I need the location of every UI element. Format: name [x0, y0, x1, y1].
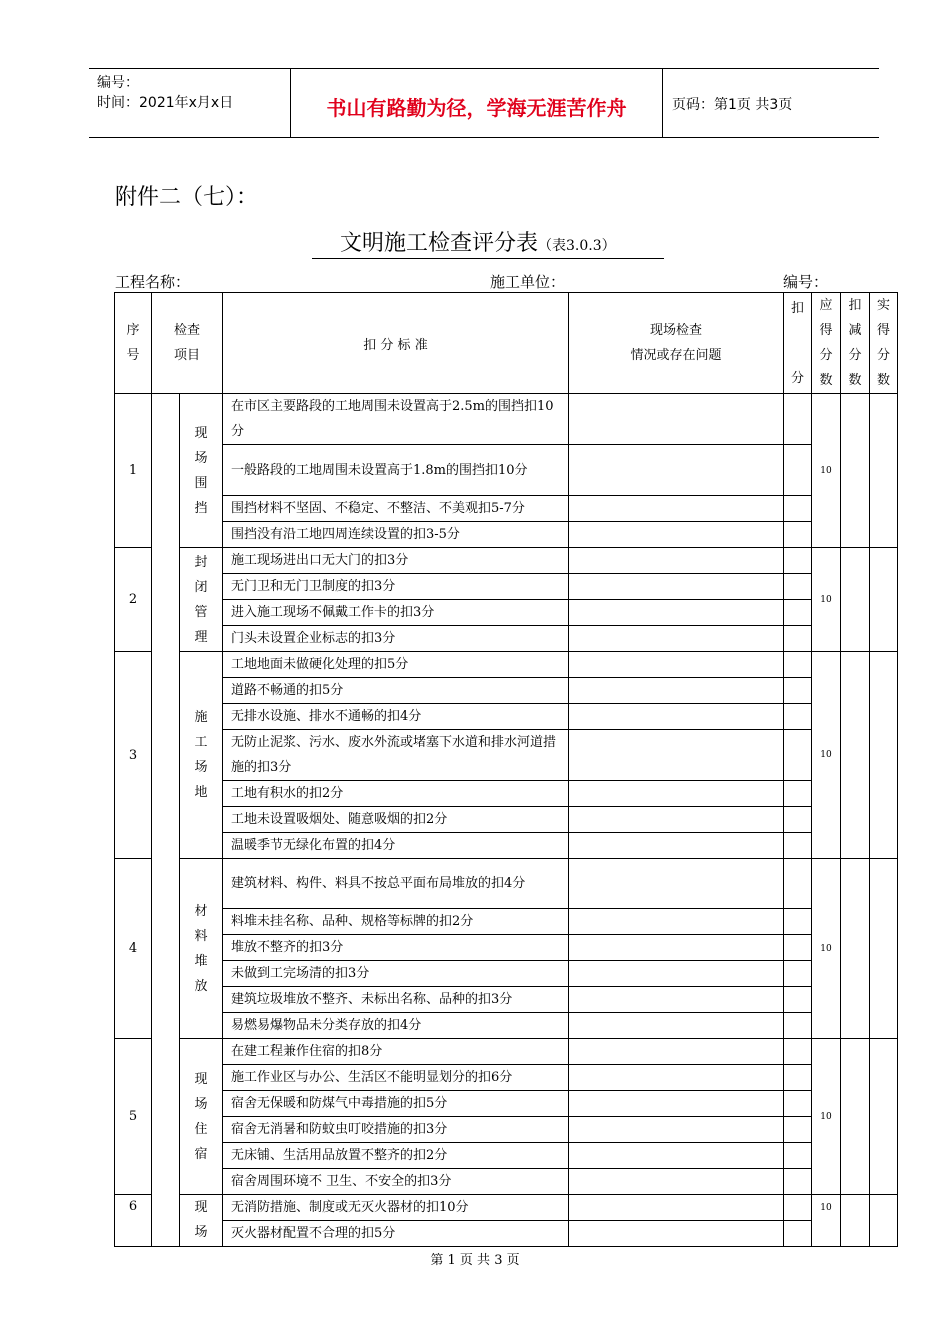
- deduction-criterion: 宿舍无保暖和防煤气中毒措施的扣5分: [223, 1091, 569, 1117]
- deduction-criterion: 灭火器材配置不合理的扣5分: [223, 1221, 569, 1247]
- deduct-cell[interactable]: [784, 781, 812, 807]
- deduction-criterion: 进入施工现场不佩戴工作卡的扣3分: [223, 600, 569, 626]
- col-deduct-header: [784, 293, 812, 394]
- deduct-cell[interactable]: [784, 678, 812, 704]
- criterion-row: [115, 781, 898, 807]
- page-footer: 第 1 页 共 3 页: [430, 1253, 520, 1268]
- inspection-cell[interactable]: [569, 652, 784, 678]
- deduction-criterion: 在市区主要路段的工地周围未设置高于2.5m的围挡扣10分: [223, 394, 569, 445]
- deducted-score-cell[interactable]: [841, 1195, 870, 1247]
- inspection-cell[interactable]: [569, 1117, 784, 1143]
- inspection-cell[interactable]: [569, 1195, 784, 1221]
- category-column: [152, 394, 180, 1247]
- col-seq-header: [115, 293, 152, 394]
- deduct-cell[interactable]: [784, 1117, 812, 1143]
- criterion-row: [115, 652, 898, 678]
- header-time: 时间：2021年x月x日: [97, 95, 234, 111]
- deduct-cell[interactable]: [784, 1195, 812, 1221]
- deduct-cell[interactable]: [784, 445, 812, 496]
- deduction-criterion: 施工作业区与办公、生活区不能明显划分的扣6分: [223, 1065, 569, 1091]
- deduct-cell[interactable]: [784, 626, 812, 652]
- deduct-cell[interactable]: [784, 522, 812, 548]
- deducted-score-cell[interactable]: [841, 548, 870, 652]
- inspection-cell[interactable]: [569, 1143, 784, 1169]
- inspection-cell[interactable]: [569, 859, 784, 909]
- deducted-score-cell[interactable]: [841, 394, 870, 548]
- section-item: 施 工 场 地: [180, 652, 223, 859]
- deduct-cell[interactable]: [784, 1039, 812, 1065]
- deduct-cell[interactable]: [784, 1169, 812, 1195]
- col-seq-label: 序 号: [126, 323, 140, 363]
- deduction-criterion: 无床铺、生活用品放置不整齐的扣2分: [223, 1143, 569, 1169]
- due-score: 10: [812, 652, 841, 859]
- deduct-cell[interactable]: [784, 1013, 812, 1039]
- criterion-row: [115, 1117, 898, 1143]
- deduct-cell[interactable]: [784, 1065, 812, 1091]
- form-number-label: 编号：: [783, 273, 829, 291]
- deduct-cell[interactable]: [784, 987, 812, 1013]
- header-meta: [97, 73, 233, 113]
- header-divider: [662, 69, 663, 137]
- deduct-cell[interactable]: [784, 704, 812, 730]
- section-item: 材 料 堆 放: [180, 859, 223, 1039]
- criterion-row: [115, 909, 898, 935]
- deduction-criterion: 温暖季节无绿化布置的扣4分: [223, 833, 569, 859]
- criterion-row: [115, 1039, 898, 1065]
- deduct-cell[interactable]: [784, 574, 812, 600]
- section-item: 封 闭 管 理: [180, 548, 223, 652]
- header-number: 编号：: [97, 75, 139, 91]
- actual-score-cell[interactable]: [870, 1039, 898, 1195]
- deduct-cell[interactable]: [784, 807, 812, 833]
- actual-score-cell[interactable]: [870, 652, 898, 859]
- inspection-cell[interactable]: [569, 574, 784, 600]
- deduct-cell[interactable]: [784, 1221, 812, 1247]
- col-actual-label: 实 得 分 数: [876, 298, 890, 388]
- deducted-score-cell[interactable]: [841, 652, 870, 859]
- deduct-cell[interactable]: [784, 548, 812, 574]
- section-seq: 1: [115, 394, 152, 548]
- due-score: 10: [812, 394, 841, 548]
- inspection-cell[interactable]: [569, 522, 784, 548]
- deduction-criterion: 宿舍无消暑和防蚊虫叮咬措施的扣3分: [223, 1117, 569, 1143]
- due-score: 10: [812, 548, 841, 652]
- deduction-criterion: 未做到工完场清的扣3分: [223, 961, 569, 987]
- deduction-criterion: 围挡没有沿工地四周连续设置的扣3-5分: [223, 522, 569, 548]
- section-seq: 4: [115, 859, 152, 1039]
- section-seq: 6: [115, 1195, 152, 1247]
- criterion-row: [115, 496, 898, 522]
- header-motto: 书山有路勤为径，学海无涯苦作舟: [326, 96, 627, 120]
- criterion-row: [115, 961, 898, 987]
- deduct-cell[interactable]: [784, 935, 812, 961]
- table-header-row: [115, 293, 898, 394]
- col-inspection-header: [569, 293, 784, 394]
- deduction-criterion: 在建工程兼作住宿的扣8分: [223, 1039, 569, 1065]
- inspection-cell[interactable]: [569, 600, 784, 626]
- criterion-row: [115, 1065, 898, 1091]
- deduction-criterion: 门头未设置企业标志的扣3分: [223, 626, 569, 652]
- construction-unit-label: 施工单位：: [490, 273, 566, 291]
- col-due-label: 应 得 分 数: [819, 298, 833, 388]
- inspection-cell[interactable]: [569, 1221, 784, 1247]
- inspection-cell[interactable]: [569, 548, 784, 574]
- deduction-criterion: 建筑材料、构件、料具不按总平面布局堆放的扣4分: [223, 859, 569, 909]
- score-table: [114, 292, 898, 1247]
- col-due-header: [812, 293, 841, 394]
- form-title-sub: （表3.0.3）: [538, 238, 616, 254]
- criterion-row: [115, 1143, 898, 1169]
- deduct-cell[interactable]: [784, 652, 812, 678]
- header-page-number: 页码：第1页 共3页: [672, 97, 793, 113]
- criterion-row: [115, 522, 898, 548]
- inspection-cell[interactable]: [569, 987, 784, 1013]
- criterion-row: [115, 704, 898, 730]
- inspection-cell[interactable]: [569, 445, 784, 496]
- actual-score-cell[interactable]: [870, 1195, 898, 1247]
- inspection-cell[interactable]: [569, 1013, 784, 1039]
- deduction-criterion: 料堆未挂名称、品种、规格等标牌的扣2分: [223, 909, 569, 935]
- actual-score-cell[interactable]: [870, 394, 898, 548]
- criterion-row: [115, 859, 898, 909]
- deduct-cell[interactable]: [784, 730, 812, 781]
- section-seq: 2: [115, 548, 152, 652]
- inspection-cell[interactable]: [569, 1169, 784, 1195]
- criterion-row: [115, 574, 898, 600]
- col-criteria-header: 扣 分 标 准: [223, 293, 569, 394]
- deduct-cell[interactable]: [784, 961, 812, 987]
- criterion-row: [115, 987, 898, 1013]
- criterion-row: [115, 807, 898, 833]
- section-item: 现 场 围 挡: [180, 394, 223, 548]
- form-title-main: 文明施工检查评分表: [340, 231, 539, 256]
- deduction-criterion: 工地地面未做硬化处理的扣5分: [223, 652, 569, 678]
- section-seq: 3: [115, 652, 152, 859]
- actual-score-cell[interactable]: [870, 859, 898, 1039]
- deduction-criterion: 宿舍周围环境不 卫生、不安全的扣3分: [223, 1169, 569, 1195]
- criterion-row: [115, 935, 898, 961]
- deduct-cell[interactable]: [784, 600, 812, 626]
- deduction-criterion: 无防止泥浆、污水、废水外流或堵塞下水道和排水河道措施的扣3分: [223, 730, 569, 781]
- deducted-score-cell[interactable]: [841, 1039, 870, 1195]
- inspection-cell[interactable]: [569, 961, 784, 987]
- actual-score-cell[interactable]: [870, 548, 898, 652]
- form-title: [312, 232, 664, 259]
- attachment-label: 附件二（七）：: [115, 185, 259, 210]
- deduction-criterion: 施工现场进出口无大门的扣3分: [223, 548, 569, 574]
- criterion-row: [115, 833, 898, 859]
- due-score: 10: [812, 1039, 841, 1195]
- page-header: [89, 68, 879, 138]
- deduction-criterion: 一般路段的工地周围未设置高于1.8m的围挡扣10分: [223, 445, 569, 496]
- inspection-cell[interactable]: [569, 1091, 784, 1117]
- project-name-label: 工程名称：: [115, 273, 191, 291]
- deduct-cell[interactable]: [784, 859, 812, 909]
- due-score: 10: [812, 1195, 841, 1247]
- deduction-criterion: 围挡材料不坚固、不稳定、不整洁、不美观扣5-7分: [223, 496, 569, 522]
- deducted-score-cell[interactable]: [841, 859, 870, 1039]
- col-deducted-header: [841, 293, 870, 394]
- deduction-criterion: 工地未设置吸烟处、随意吸烟的扣2分: [223, 807, 569, 833]
- deduction-criterion: 堆放不整齐的扣3分: [223, 935, 569, 961]
- col-deduct-label: 扣 分: [790, 300, 804, 386]
- col-deducted-label: 扣 减 分 数: [848, 298, 862, 388]
- col-inspection-line1: 现场检查: [649, 323, 702, 338]
- criterion-row: [115, 548, 898, 574]
- criterion-row: [115, 626, 898, 652]
- criterion-row: [115, 678, 898, 704]
- deduction-criterion: 无门卫和无门卫制度的扣3分: [223, 574, 569, 600]
- deduction-criterion: 无排水设施、排水不通畅的扣4分: [223, 704, 569, 730]
- deduct-cell[interactable]: [784, 833, 812, 859]
- inspection-cell[interactable]: [569, 833, 784, 859]
- col-actual-header: [870, 293, 898, 394]
- criterion-row: [115, 600, 898, 626]
- criterion-row: [115, 730, 898, 781]
- criterion-row: [115, 1013, 898, 1039]
- inspection-cell[interactable]: [569, 1065, 784, 1091]
- deduction-criterion: 无消防措施、制度或无灭火器材的扣10分: [223, 1195, 569, 1221]
- criterion-row: [115, 1169, 898, 1195]
- criterion-row: [115, 1091, 898, 1117]
- criterion-row: [115, 1221, 898, 1247]
- col-item-label: 检查 项目: [173, 323, 200, 363]
- inspection-cell[interactable]: [569, 807, 784, 833]
- col-inspection-line2: 情况或存在问题: [630, 348, 722, 363]
- criterion-row: [115, 1195, 898, 1221]
- criterion-row: [115, 445, 898, 496]
- deduction-criterion: 建筑垃圾堆放不整齐、未标出名称、品种的扣3分: [223, 987, 569, 1013]
- deduct-cell[interactable]: [784, 1091, 812, 1117]
- criterion-row: [115, 394, 898, 445]
- deduction-criterion: 易燃易爆物品未分类存放的扣4分: [223, 1013, 569, 1039]
- inspection-cell[interactable]: [569, 394, 784, 445]
- deduction-criterion: 工地有积水的扣2分: [223, 781, 569, 807]
- section-seq: 5: [115, 1039, 152, 1195]
- deduct-cell[interactable]: [784, 909, 812, 935]
- inspection-cell[interactable]: [569, 781, 784, 807]
- inspection-cell[interactable]: [569, 935, 784, 961]
- inspection-cell[interactable]: [569, 909, 784, 935]
- inspection-cell[interactable]: [569, 1039, 784, 1065]
- inspection-cell[interactable]: [569, 626, 784, 652]
- deduct-cell[interactable]: [784, 1143, 812, 1169]
- deduct-cell[interactable]: [784, 394, 812, 445]
- section-item: 现 场: [180, 1195, 223, 1247]
- section-item: 现 场 住 宿: [180, 1039, 223, 1195]
- deduct-cell[interactable]: [784, 496, 812, 522]
- inspection-cell[interactable]: [569, 678, 784, 704]
- due-score: 10: [812, 859, 841, 1039]
- inspection-cell[interactable]: [569, 496, 784, 522]
- col-item-header: [152, 293, 223, 394]
- inspection-cell[interactable]: [569, 730, 784, 781]
- deduction-criterion: 道路不畅通的扣5分: [223, 678, 569, 704]
- inspection-cell[interactable]: [569, 704, 784, 730]
